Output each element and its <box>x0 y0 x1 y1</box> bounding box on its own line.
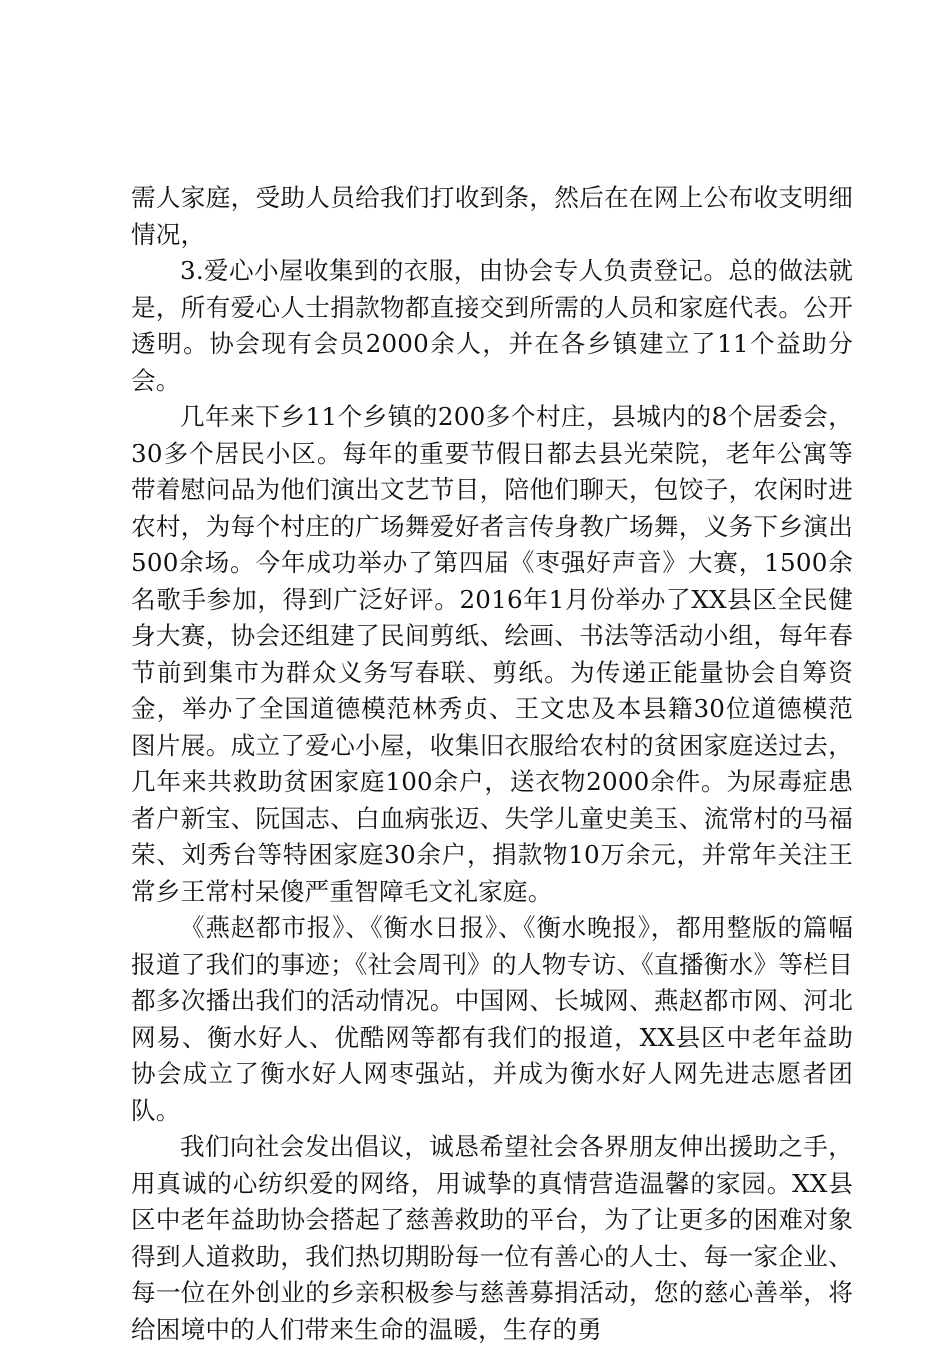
paragraph-appeal: 我们向社会发出倡议，诚恳希望社会各界朋友伸出援助之手，用真诚的心纺织爱的网络，用诚挚的真情营造温馨的家园。XX县区中老年益助协会搭起了慈善救助的平台，为了让更多的困难对象得到人道救助，我们热切期盼每一位有善心的人士、每一家企业、每一位在外创业的乡亲积极参与慈善募捐活动，您的慈心善举，将给困境中的人们带来生命的温暖，生存的勇 <box>131 1132 853 1344</box>
paragraph-media-coverage: 《燕赵都市报》、《衡水日报》、《衡水晚报》，都用整版的篇幅报道了我们的事迹；《社会周刊》的人物专访、《直播衡水》等栏目都多次播出我们的活动情况。中国网、长城网、燕赵都市网、河北网易、衡水好人、优酷网等都有我们的报道，XX县区中老年益助协会成立了衡水好人网枣强站，并成为衡水好人网先进志愿者团队。 <box>131 913 853 1125</box>
paragraph-clothing-registration: 3.爱心小屋收集到的衣服，由协会专人负责登记。总的做法就是，所有爱心人士捐款物都直接交到所需的人员和家庭代表。公开透明。协会现有会员2000余人，并在各乡镇建立了11个益助分会。 <box>131 256 853 395</box>
paragraph-continuation: 需人家庭，受助人员给我们打收到条，然后在在网上公布收支明细情况， <box>131 183 853 249</box>
document-body <box>131 180 853 1348</box>
paragraph-activities: 几年来下乡11个乡镇的200多个村庄，县城内的8个居委会，30多个居民小区。每年的重要节假日都去县光荣院，老年公寓等带着慰问品为他们演出文艺节目，陪他们聊天，包饺子，农闲时进农村，为每个村庄的广场舞爱好者言传身教广场舞，义务下乡演出500余场。今年成功举办了第四届《枣强好声音》大赛，1500余名歌手参加，得到广泛好评。2016年1月份举办了XX县区全民健身大赛，协会还组建了民间剪纸、绘画、书法等活动小组，每年春节前到集市为群众义务写春联、剪纸。为传递正能量协会自筹资金，举办了全国道德模范林秀贞、王文忠及本县籍30位道德模范图片展。成立了爱心小屋，收集旧衣服给农村的贫困家庭送过去，几年来共救助贫困家庭100余户，送衣物2000余件。为尿毒症患者户新宝、阮国志、白血病张迈、失学儿童史美玉、流常村的马福荣、刘秀台等特困家庭30余户，捐款物10万余元，并常年关注王常乡王常村呆傻严重智障毛文礼家庭。 <box>131 402 853 906</box>
